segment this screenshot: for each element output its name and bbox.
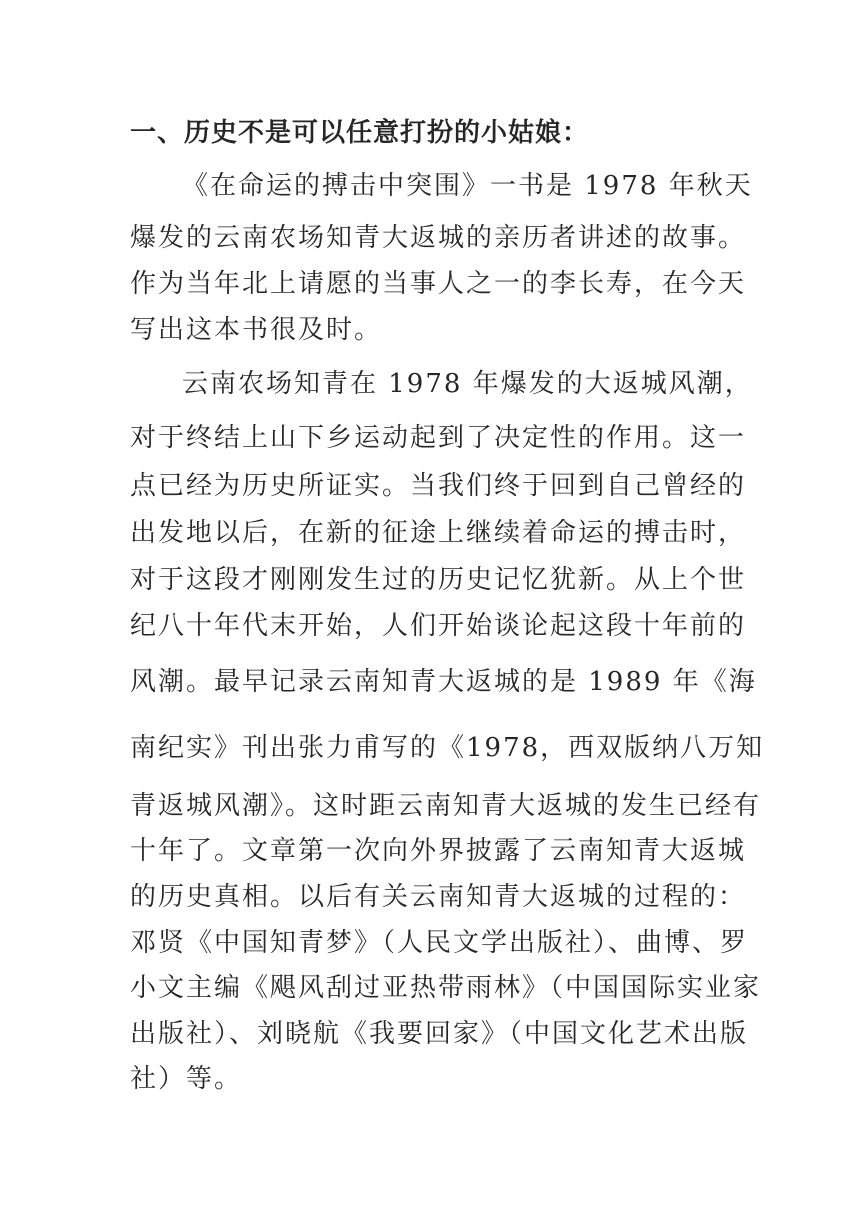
paragraph-2-line-8: 南纪实》刊出张力甫写的《1978，西双版纳八万知 bbox=[130, 733, 765, 763]
paragraph-2-line-3: 点已经为历史所证实。当我们终于回到自己曾经的 bbox=[130, 471, 747, 501]
paragraph-2-line-15: 社）等。 bbox=[130, 1064, 243, 1094]
paragraph-2-line-7: 风潮。最早记录云南知青大返城的是 1989 年《海 bbox=[130, 667, 757, 697]
section-heading: 一、历史不是可以任意打扮的小姑娘： bbox=[130, 118, 590, 148]
paragraph-1-line-1: 《在命运的搏击中突围》一书是 1978 年秋天 bbox=[182, 171, 753, 201]
paragraph-2-line-14: 出版社）、刘晓航《我要回家》（中国文化艺术出版 bbox=[130, 1019, 749, 1049]
paragraph-2-line-9: 青返城风潮》。这时距云南知青大返城的发生已经有 bbox=[130, 791, 762, 821]
paragraph-2-line-1: 云南农场知青在 1978 年爆发的大返城风潮， bbox=[182, 369, 753, 399]
paragraph-2-line-5: 对于这段才刚刚发生过的历史记忆犹新。从上个世 bbox=[130, 565, 747, 595]
paragraph-2-line-13: 小文主编《飓风刮过亚热带雨林》（中国国际实业家 bbox=[130, 973, 762, 1003]
paragraph-2-line-2: 对于终结上山下乡运动起到了决定性的作用。这一 bbox=[130, 423, 747, 453]
paragraph-2-line-12: 邓贤《中国知青梦》（人民文学出版社）、曲博、罗 bbox=[130, 928, 749, 958]
paragraph-2-line-4: 出发地以后，在新的征途上继续着命运的搏击时， bbox=[130, 518, 747, 548]
paragraph-1-line-3: 作为当年北上请愿的当事人之一的李长寿，在今天 bbox=[130, 269, 747, 299]
paragraph-1-line-2: 爆发的云南农场知青大返城的亲历者讲述的故事。 bbox=[130, 223, 747, 253]
paragraph-2-line-10: 十年了。文章第一次向外界披露了云南知青大返城 bbox=[130, 836, 747, 866]
paragraph-1-line-4: 写出这本书很及时。 bbox=[130, 315, 383, 345]
paragraph-2-line-6: 纪八十年代末开始，人们开始谈论起这段十年前的 bbox=[130, 611, 747, 641]
paragraph-2-line-11: 的历史真相。以后有关云南知青大返城的过程的： bbox=[130, 882, 747, 912]
